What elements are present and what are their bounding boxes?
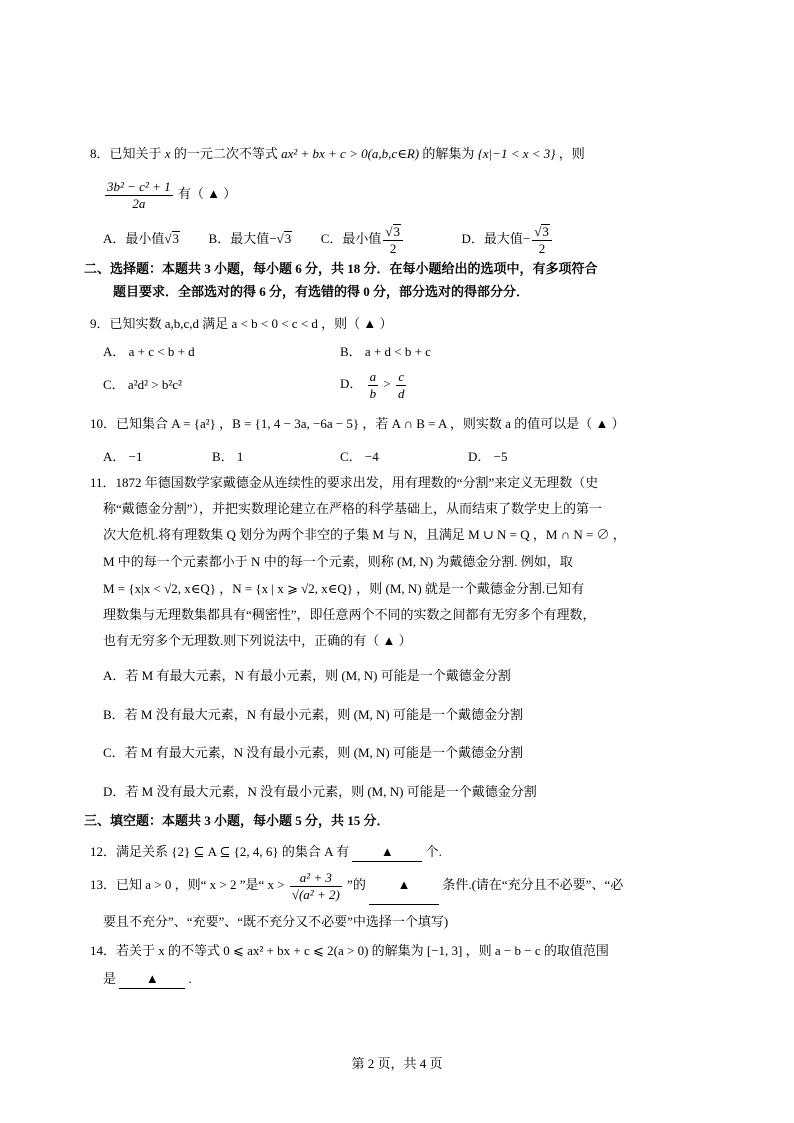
q11-line6: 理数集与无理数集都具有“稠密性”，即任意两个不同的实数之间都有无穷多个有理数， (103, 607, 596, 622)
q11-line7: 也有无穷多个无理数.则下列说法中，正确的有（ ▲ ） (103, 633, 412, 648)
q13-stem-line1: 13．已知 a > 0 ，则“ x > 2 ”是“ x > $\frac{\text{a² + 3}}{\text{√(a² + 2)}}$ ”的 ▲ 条件.(请在“充分且不必要”、“必 (90, 866, 623, 905)
q11-option-b: B．若 M 没有最大元素，N 有最小元素，则 (M, N) 可能是一个戴德金分割 (103, 707, 523, 722)
section2-heading-line1: 二、选择题：本题共 3 小题，每小题 6 分，共 18 分．在每小题给出的选项中，有多项符合 (84, 261, 598, 276)
q12-stem: 12．满足关系 {2} ⊆ A ⊆ {2, 4, 6} 的集合 A 有 ▲ 个. (90, 843, 442, 862)
q10-option-d: D． −5 (468, 449, 508, 464)
q11-line3: 次大危机.将有理数集 Q 划分为两个非空的子集 M 与 N，且满足 M ∪ N = Q ，M ∩ N = ∅ ， (103, 527, 626, 542)
q13-answer-blank[interactable]: ▲ (369, 866, 439, 905)
q10-option-a: A． −1 (103, 449, 143, 464)
section3-heading: 三、填空题：本题共 3 小题，每小题 5 分，共 15 分． (84, 813, 390, 828)
q8-stem-line2: $\frac{\text{3b² − c² + 1}}{2a}$ 有（ ▲ ） (107, 178, 237, 211)
q11-option-c: C．若 M 有最大元素，N 没有最小元素，则 (M, N) 可能是一个戴德金分割 (103, 745, 523, 760)
q14-answer-blank[interactable]: ▲ (119, 970, 185, 989)
q9-option-a: A． a + c < b + d (103, 344, 195, 359)
q14-stem-line2: 是 ▲ . (103, 970, 192, 989)
q12-answer-blank[interactable]: ▲ (352, 843, 422, 862)
q11-line1: 11．1872 年德国数学家戴德金从连续性的要求出发，用有理数的“分割”来定义无理数（史 (90, 475, 599, 490)
q9-stem: 9．已知实数 a,b,c,d 满足 a < b < 0 < c < d ，则（ ▲ ） (90, 316, 393, 331)
q11-line2: 称“戴德金分割”），并把实数理论建立在严格的科学基础上，从而结束了数学史上的第一 (103, 501, 603, 516)
page-footer: 第 2 页，共 4 页 (351, 1056, 443, 1071)
q9-option-c: C． a²d² > b²c² (103, 377, 182, 392)
q14-stem-line1: 14．若关于 x 的不等式 0 ⩽ ax² + bx + c ⩽ 2(a > 0) 的解集为 [−1, 3] ，则 a − b − c 的取值范围 (90, 943, 609, 958)
q10-option-b: B． 1 (212, 449, 244, 464)
q13-stem-line2: 要且不充分”、“充要”、“既不充分又不必要”中选择一个填写) (103, 914, 449, 929)
q8-option-c: C．最小值 $\frac{√3}{2}$ (321, 231, 405, 246)
q8-stem-line1: 8．已知关于 x 的一元二次不等式 ax² + bx + c > 0(a,b,c∈R) 的解集为 {x|−1 < x < 3} ，则 (90, 146, 585, 161)
q8-number: 8． (90, 146, 110, 161)
q8-fraction: $\frac{\text{3b² − c² + 1}}{2a}$ (107, 178, 171, 211)
q8-inequality: ax² + bx + c > 0(a,b,c∈R) (281, 146, 420, 161)
q8-option-d: D．最大值− $\frac{√3}{2}$ (462, 231, 554, 246)
q8-solution-set: {x|−1 < x < 3} (477, 146, 556, 161)
q11-line5: M = {x|x < √2, x∈Q} ，N = {x | x ⩾ √2, x∈Q} ，则 (M, N) 就是一个戴德金分割.已知有 (103, 581, 585, 596)
q8-option-b: B．最大值−√3 (208, 231, 292, 247)
q9-option-d: D． $\frac{a}{b}$ > $\frac{c}{d}$ (340, 368, 405, 401)
q9-option-b: B． a + d < b + c (340, 344, 431, 359)
q11-line4: M 中的每一个元素都小于 N 中的每一个元素，则称 (M, N) 为戴德金分割. 例如，取 (103, 554, 573, 569)
q11-option-d: D．若 M 没有最大元素，N 没有最小元素，则 (M, N) 可能是一个戴德金分割 (103, 784, 537, 799)
q10-stem: 10．已知集合 A = {a²} ，B = {1, 4 − 3a, −6a − 5} ，若 A ∩ B = A ，则实数 a 的值可以是（ ▲ ） (90, 416, 625, 431)
section2-heading-line2: 题目要求．全部选对的得 6 分，有选错的得 0 分，部分选对的得部分分． (113, 284, 530, 299)
q8-options (103, 224, 554, 257)
q10-option-c: C． −4 (340, 449, 379, 464)
q11-option-a: A．若 M 有最大元素，N 有最小元素，则 (M, N) 可能是一个戴德金分割 (103, 668, 511, 683)
q8-option-a: A．最小值√3 (103, 231, 180, 247)
